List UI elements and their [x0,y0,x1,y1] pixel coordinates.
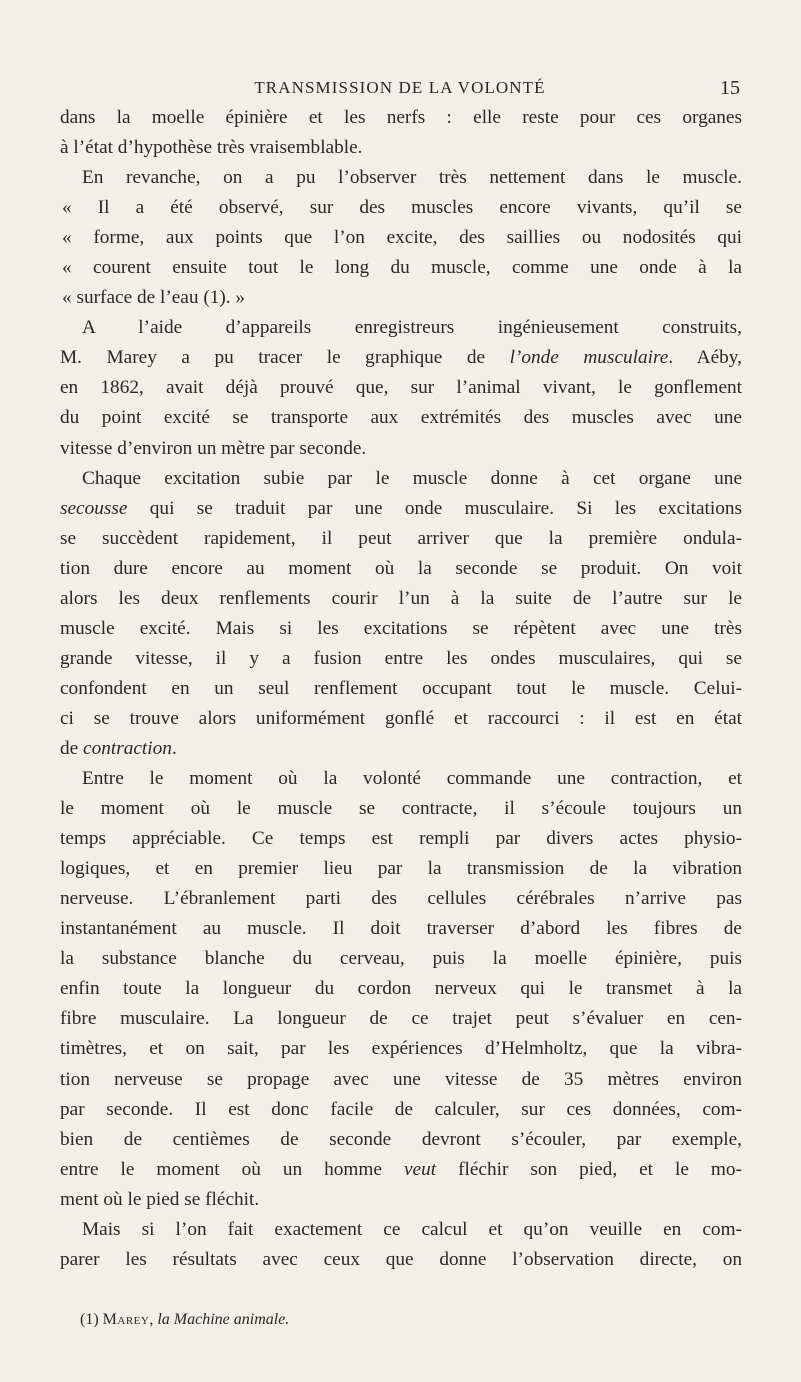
text-line [60,133,742,163]
text-line [60,524,742,554]
text-run: « Il a été observé, sur des muscles encore vivants, qu’il se [62,197,742,219]
text-run: parer les résultats avec ceux que donne l’observation directe, on [60,1248,742,1270]
text-run: alors les deux renflements courir l’un à la suite de l’autre sur le [60,587,742,609]
text-run: « surface de l’eau (1). » [62,287,246,309]
text-run: nerveuse. L’ébranlement parti des cellules cérébrales n’arrive pas [60,888,742,910]
text-run: confondent en un seul renflement occupant tout le muscle. Celui- [60,677,742,699]
text-run: du point excité se transporte aux extrémités des muscles avec une [60,407,742,429]
text-run: de [60,737,84,759]
italic-term: contraction [83,737,172,759]
text-line [60,343,742,373]
text-run: « forme, aux points que l’on excite, des saillies ou nodosités qui [62,227,742,249]
text-run: En revanche, on a pu l’observer très nettement dans le muscle. [82,167,742,189]
text-run: enfin toute la longueur du cordon nerveux qui le transmet à la [60,978,742,1000]
text-line [60,403,742,433]
footnote-title: la Machine animale. [157,1311,290,1328]
text-line [60,223,742,253]
page-number: 15 [720,77,740,99]
text-line [60,1155,742,1185]
text-line [60,974,742,1004]
text-line [60,944,742,974]
text-run: muscle excité. Mais si les excitations se répètent avec une très [60,617,742,639]
footnote-marker: (1) [80,1311,99,1328]
text-line [60,704,742,734]
text-run: vitesse d’environ un mètre par seconde. [60,437,367,459]
text-line [60,674,742,704]
body-text [60,103,742,1275]
text-run: timètres, et on sait, par les expériences d’Helmholtz, que la vibra- [60,1038,742,1060]
text-run: ci se trouve alors uniformément gonflé et raccourci : il est en état [60,707,742,729]
text-run: A l’aide d’appareils enregistreurs ingénieusement construits, [82,317,742,339]
text-run: en 1862, avait déjà prouvé que, sur l’animal vivant, le gonflement [60,377,742,399]
text-run: par seconde. Il est donc facile de calculer, sur ces données, com- [60,1098,742,1120]
text-line [60,644,742,674]
text-line [60,1034,742,1064]
text-line [60,914,742,944]
text-line [60,614,742,644]
italic-term: l’onde musculaire [509,347,669,369]
text-line [60,1245,742,1275]
footnote [80,1309,289,1331]
text-line [60,163,742,193]
text-run: logiques, et en premier lieu par la transmission de la vibration [60,858,742,880]
text-line [60,1215,742,1245]
text-line [60,1095,742,1125]
text-line [60,1125,742,1155]
text-line [60,464,742,494]
text-run: . Aéby, [668,347,742,369]
text-line [60,854,742,884]
text-run: dans la moelle épinière et les nerfs : elle reste pour ces organes [60,107,742,128]
text-run: grande vitesse, il y a fusion entre les ondes musculaires, qui se [60,647,742,669]
text-line [60,1185,742,1215]
text-run: tion nerveuse se propage avec une vitesse de 35 mètres environ [60,1068,742,1090]
text-run: fléchir son pied, et le mo- [436,1158,742,1180]
text-line [60,884,742,914]
text-line [60,1004,742,1034]
text-line [60,1065,742,1095]
footnote-separator: , [149,1311,158,1328]
text-line [60,494,742,524]
text-line [60,103,742,133]
footnote-author: Marey [102,1311,150,1328]
text-line [60,584,742,614]
text-run: à l’état d’hypothèse très vraisemblable. [60,137,363,159]
text-run: « courent ensuite tout le long du muscle, comme une onde à la [62,257,742,279]
text-run: le moment où le muscle se contracte, il s’écoule toujours un [60,798,742,820]
text-run: qui se traduit par une onde musculaire. Si les excitations [127,497,742,519]
text-run: Chaque excitation subie par le muscle donne à cet organe une [82,467,742,489]
text-line [60,253,742,283]
text-line [60,764,742,794]
text-run: Entre le moment où la volonté commande une contraction, et [82,768,742,790]
text-run: se succèdent rapidement, il peut arriver que la première ondula- [60,527,742,549]
text-run: temps appréciable. Ce temps est rempli par divers actes physio- [60,828,742,850]
text-run: bien de centièmes de seconde devront s’écouler, par exemple, [60,1128,742,1150]
italic-term: secousse [60,497,128,519]
text-line [60,283,742,313]
text-line [60,734,742,764]
text-run: . [171,737,177,759]
text-run: ment où le pied se fléchit. [60,1188,260,1210]
text-line [60,824,742,854]
text-line [60,193,742,223]
text-run: M. Marey a pu tracer le graphique de [60,347,510,369]
text-run: Mais si l’on fait exactement ce calcul et qu’on veuille en com- [82,1218,742,1240]
text-run: tion dure encore au moment où la seconde se produit. On voit [60,557,742,579]
text-run: instantanément au muscle. Il doit traverser d’abord les fibres de [60,918,742,940]
running-head [60,76,740,100]
italic-term: veut [403,1158,437,1180]
text-line [60,373,742,403]
text-line [60,434,742,464]
text-line [60,313,742,343]
running-title: TRANSMISSION DE LA VOLONTÉ [254,78,546,97]
text-line [60,794,742,824]
text-run: la substance blanche du cerveau, puis la moelle épinière, puis [60,948,742,970]
text-line [60,554,742,584]
text-run: entre le moment où un homme [60,1158,404,1180]
text-run: fibre musculaire. La longueur de ce trajet peut s’évaluer en cen- [60,1008,742,1030]
